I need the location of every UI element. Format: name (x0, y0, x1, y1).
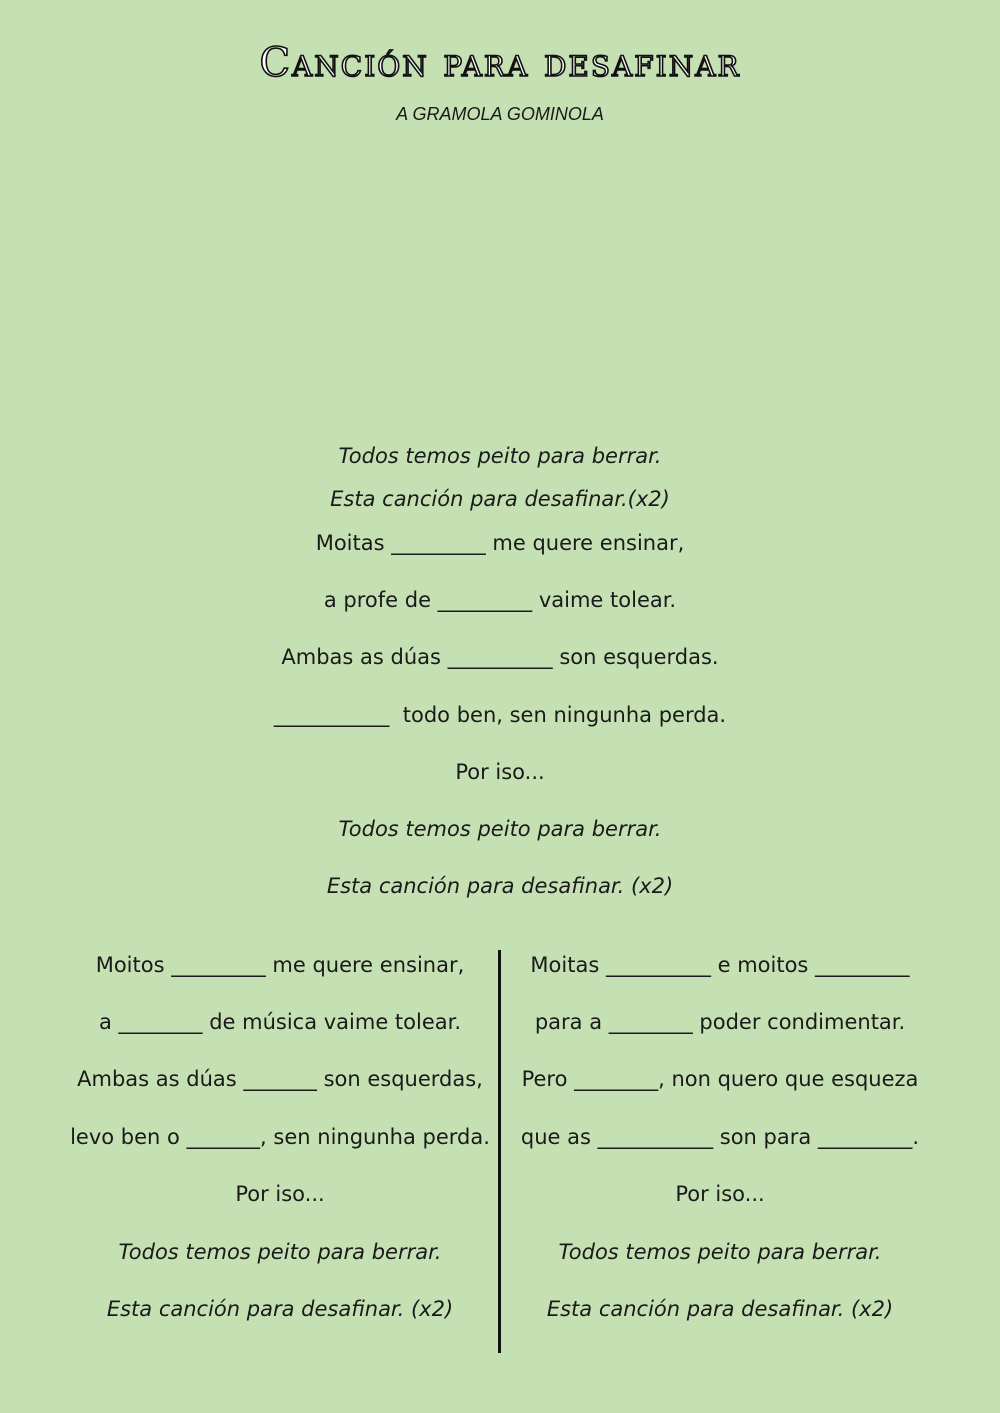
left-line-6: Todos temos peito para berrar. (118, 1240, 442, 1264)
verse1-line-1: Todos temos peito para berrar. (338, 444, 662, 468)
left-line-1: Moitos _________ me quere ensinar, (95, 953, 465, 977)
verse1-line-4: a profe de _________ vaime tolear. (323, 588, 677, 612)
left-line-5: Por iso... (235, 1182, 325, 1206)
song-title: Canción para desafinar (259, 40, 741, 86)
left-line-3: Ambas as dúas _______ son esquerdas, (77, 1067, 483, 1091)
right-line-2: para a ________ poder condimentar. (534, 1010, 906, 1034)
right-line-1: Moitas __________ e moitos _________ (530, 953, 910, 977)
verse1-line-5: Ambas as dúas __________ son esquerdas. (281, 645, 719, 669)
left-line-7: Esta canción para desafinar. (x2) (106, 1297, 454, 1321)
left-line-2: a ________ de música vaime tolear. (98, 1010, 462, 1034)
verse1-line-6: ___________ todo ben, sen ningunha perda. (273, 703, 727, 727)
right-line-5: Por iso... (675, 1182, 765, 1206)
verse1-line-9: Esta canción para desafinar. (x2) (326, 874, 674, 898)
right-line-7: Esta canción para desafinar. (x2) (546, 1297, 894, 1321)
verse1-line-2: Esta canción para desafinar.(x2) (330, 487, 670, 511)
right-line-6: Todos temos peito para berrar. (558, 1240, 882, 1264)
verse1-line-8: Todos temos peito para berrar. (338, 817, 662, 841)
song-artist: A GRAMOLA GOMINOLA (396, 104, 604, 124)
verse1-line-7: Por iso... (455, 760, 545, 784)
right-line-4: que as ___________ son para _________. (520, 1125, 920, 1149)
left-line-4: levo ben o _______, sen ningunha perda. (70, 1125, 490, 1149)
right-line-3: Pero ________, non quero que esqueza (521, 1067, 919, 1091)
verse1-line-3: Moitas _________ me quere ensinar, (315, 531, 685, 555)
